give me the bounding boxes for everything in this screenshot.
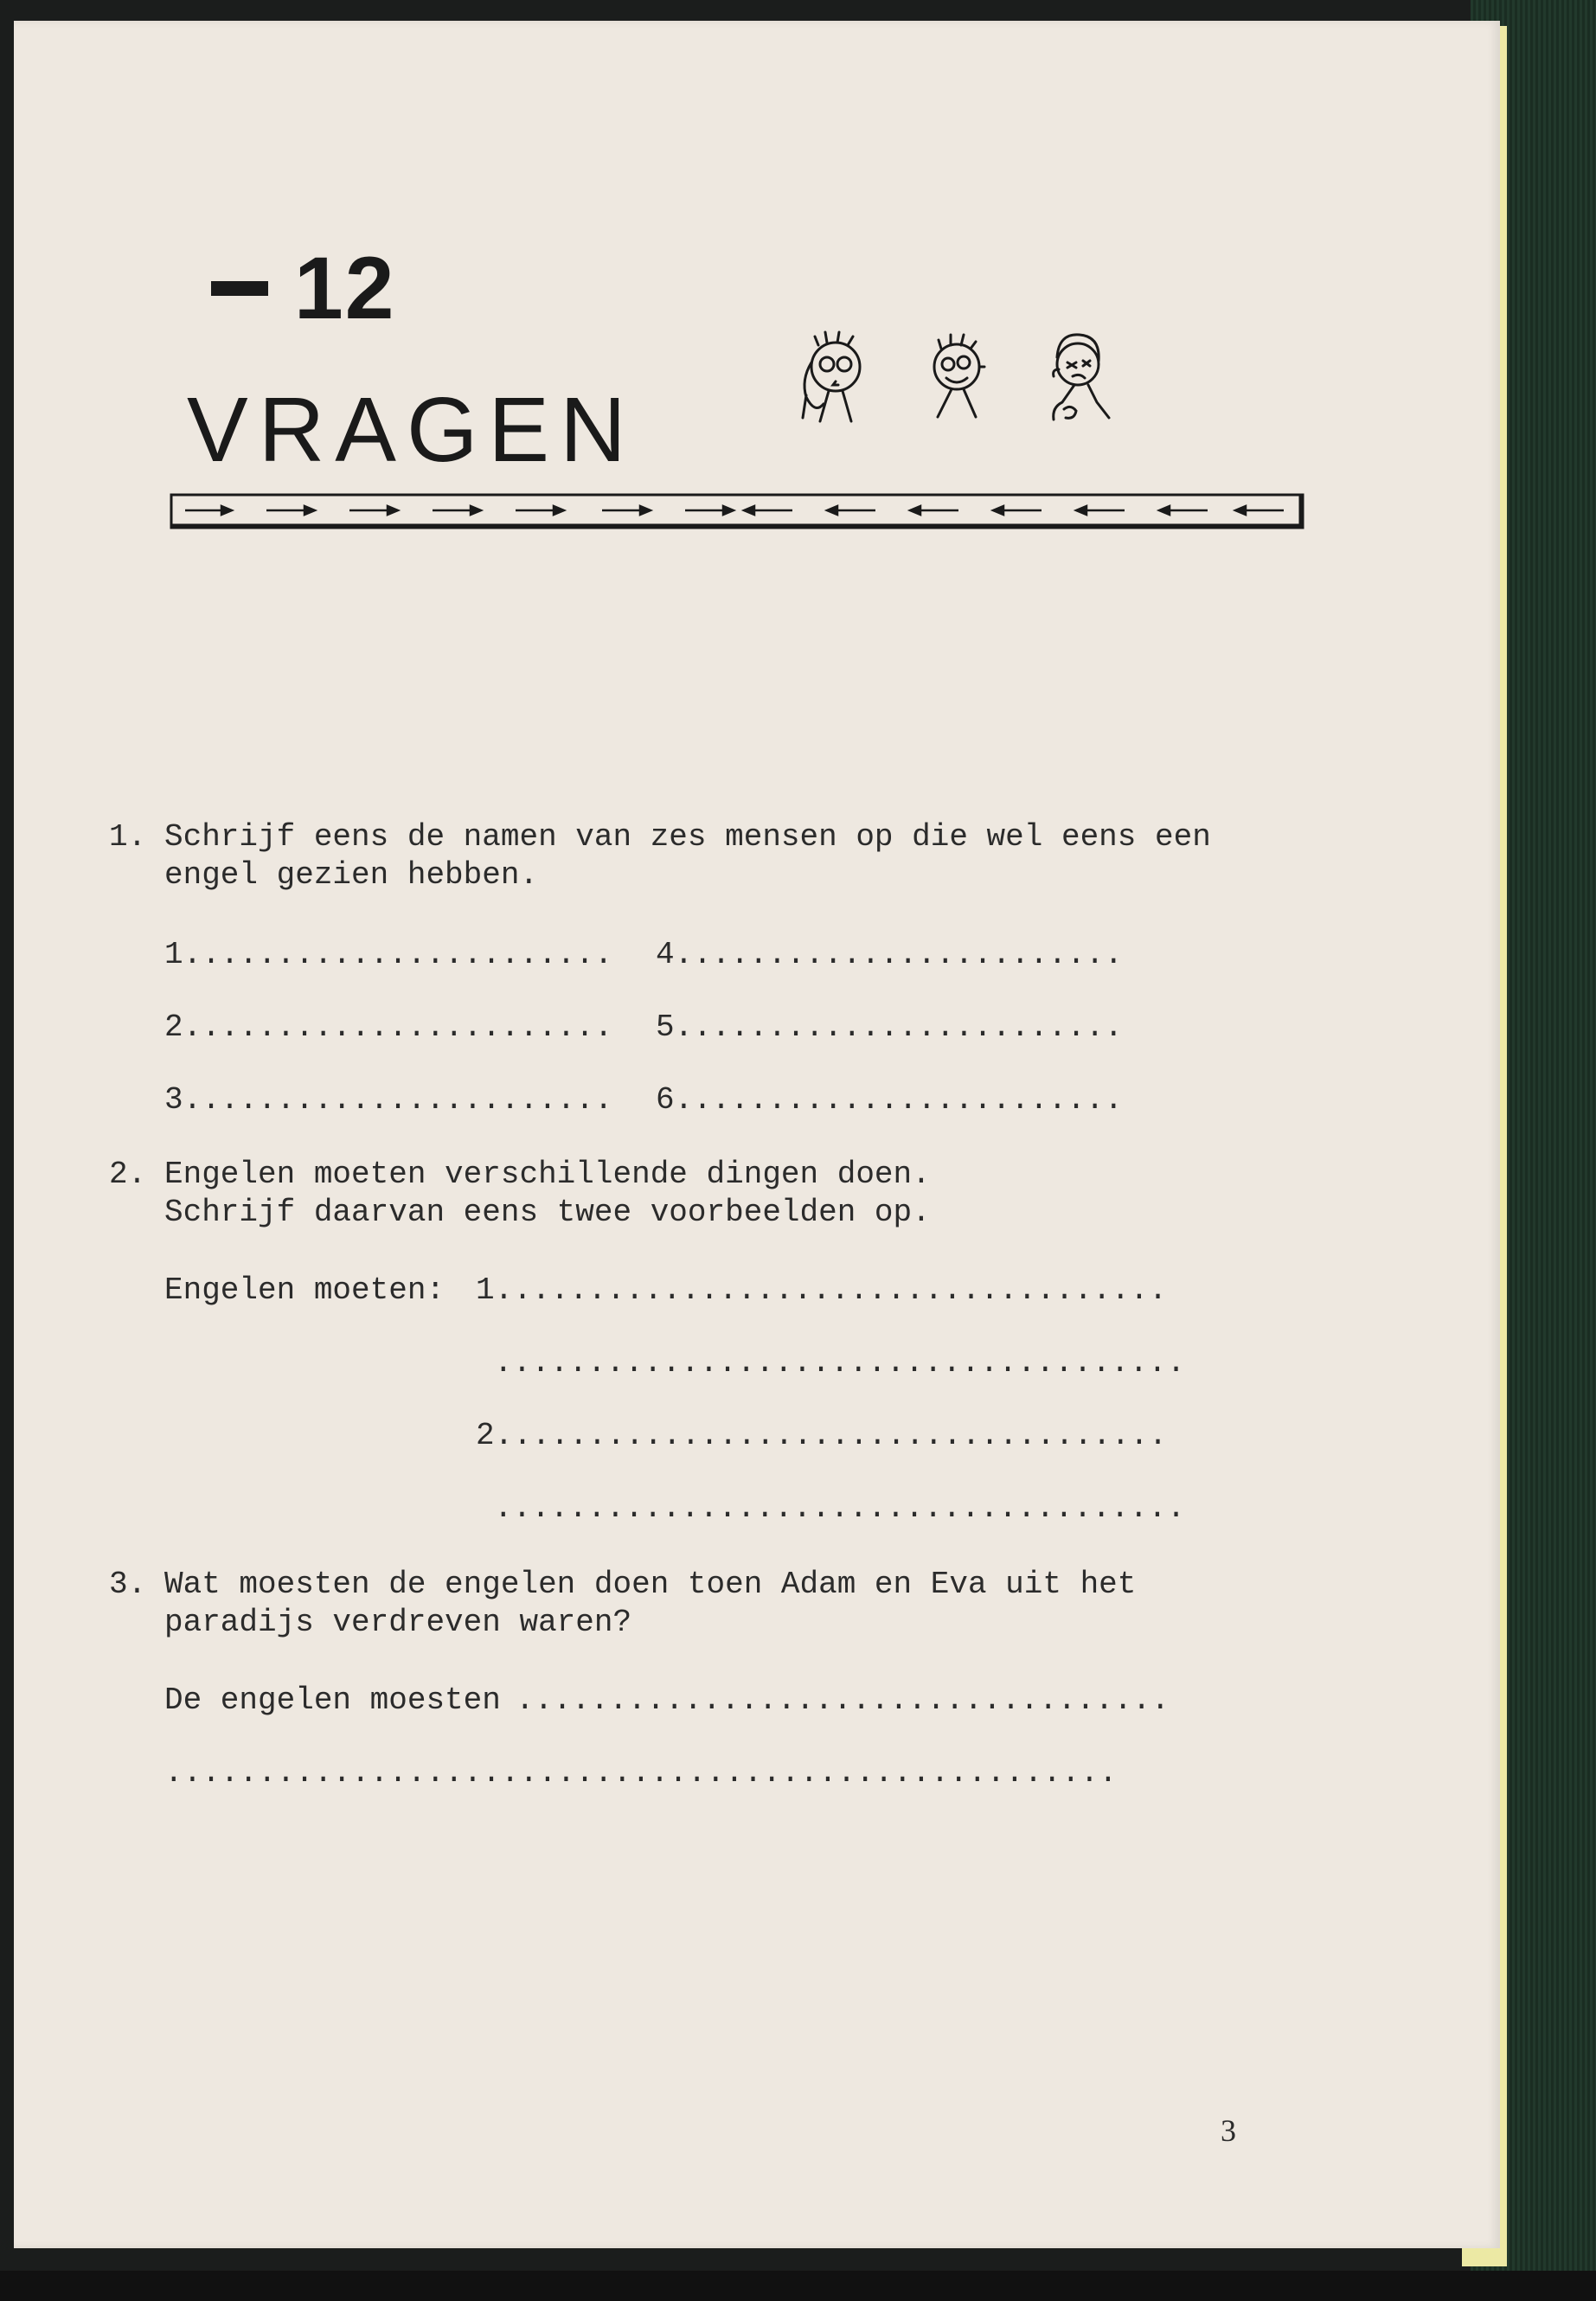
document-page (14, 21, 1500, 2248)
question-1-number: 1. (109, 819, 147, 855)
answer-line-2[interactable]: 2....................... (164, 1009, 613, 1045)
answer-line-3[interactable]: 3....................... (164, 1082, 613, 1118)
question-2-number: 2. (109, 1157, 147, 1192)
lesson-number: 12 (211, 244, 395, 332)
question-1-line-2: engel gezien hebben. (164, 857, 539, 893)
face-thinking-icon (803, 332, 860, 421)
answer-line-q3-a[interactable]: ................................... (516, 1682, 1170, 1718)
answer-line-6[interactable]: 6........................ (656, 1082, 1124, 1118)
face-worried-icon (1054, 335, 1109, 420)
dash-mark (211, 281, 268, 296)
question-3-line-2: paradijs verdreven waren? (164, 1605, 632, 1640)
page-heading: VRAGEN (187, 379, 637, 481)
question-2-line-2: Schrijf daarvan eens twee voorbeelden op. (164, 1195, 931, 1230)
scan-bottom-strip (0, 2271, 1596, 2301)
face-smiling-icon (934, 335, 984, 417)
answer-line-4[interactable]: 4........................ (656, 937, 1124, 972)
answer-line-q2-2a[interactable]: 2.................................... (476, 1418, 1168, 1453)
answer-line-1[interactable]: 1....................... (164, 937, 613, 972)
thinking-faces-illustration (775, 319, 1147, 449)
question-3-number: 3. (109, 1567, 147, 1602)
answer-line-q2-1a[interactable]: 1.................................... (476, 1272, 1168, 1308)
answer-line-q3-b[interactable]: ................................................... (164, 1755, 1118, 1791)
question-1-line-1: Schrijf eens de namen van zes mensen op die wel eens een (164, 819, 1211, 855)
footer-page-number: 3 (1221, 2113, 1236, 2148)
question-2-prompt: Engelen moeten: (164, 1272, 445, 1308)
question-2-line-1: Engelen moeten verschillende dingen doen. (164, 1157, 931, 1192)
question-3-line-1: Wat moesten de engelen doen toen Adam en Eva uit het (164, 1567, 1137, 1602)
answer-line-q2-1b[interactable]: ..................................... (494, 1345, 1186, 1381)
answer-line-q2-2b[interactable]: ..................................... (494, 1490, 1186, 1526)
answer-line-5[interactable]: 5........................ (656, 1009, 1124, 1045)
arrow-divider (170, 493, 1304, 529)
question-3-prompt: De engelen moesten (164, 1682, 501, 1718)
